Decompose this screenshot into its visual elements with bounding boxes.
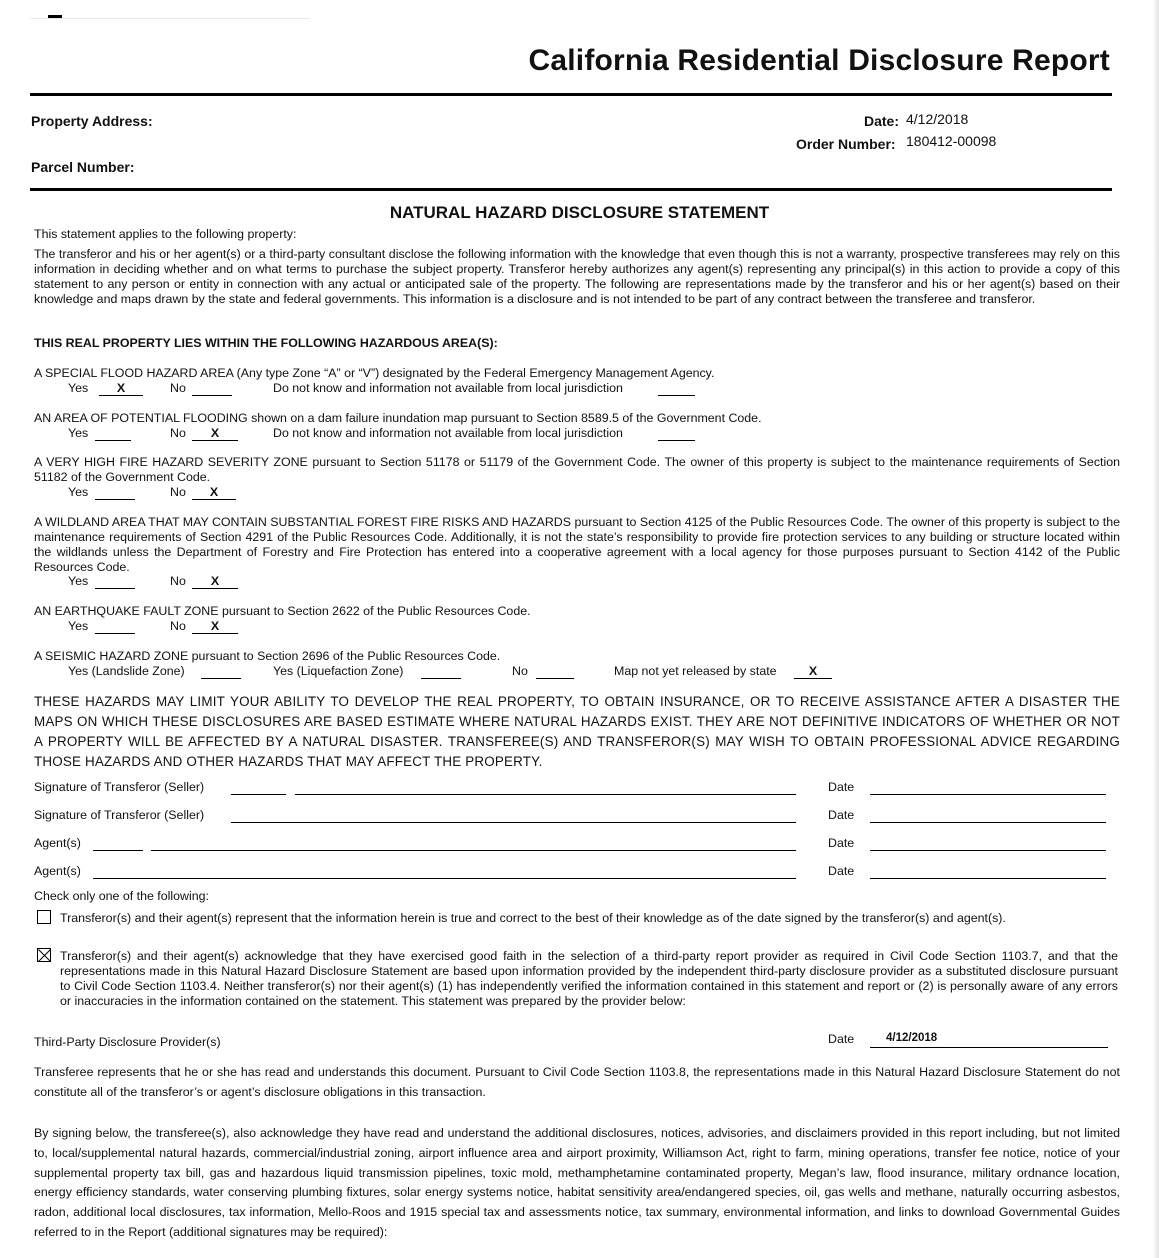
property-address-label: Property Address:: [31, 113, 153, 129]
hazard-wildland-no-field[interactable]: X: [192, 574, 238, 589]
top-faint-rule: [30, 18, 310, 19]
date-value: 4/12/2018: [906, 111, 969, 127]
hazard-flood-dk-field[interactable]: [658, 381, 695, 396]
hazard-fire-no-label: No: [170, 485, 186, 499]
report-title: California Residential Disclosure Report: [528, 44, 1110, 77]
hazard-seismic-landslide-field[interactable]: [201, 664, 241, 679]
hazard-dam-dk-label: Do not know and information not available from local jurisdiction: [273, 426, 623, 440]
hazard-seismic-landslide-label: Yes (Landslide Zone): [68, 664, 185, 678]
hazard-fire-text: A VERY HIGH FIRE HAZARD SEVERITY ZONE pursuant to Section 51178 or 51179 of the Government Code. The owner of this property is subject to the maintenance requirements of Section 51182 of the Government Code.: [34, 455, 1120, 484]
hazard-earthquake-yes-field[interactable]: [95, 619, 135, 634]
parcel-number-label: Parcel Number:: [31, 159, 135, 175]
check-one-label: Check only one of the following:: [34, 889, 209, 903]
hazard-wildland-yes-label: Yes: [68, 574, 89, 588]
hazard-flood-dk-label: Do not know and information not available from local jurisdiction: [273, 381, 623, 395]
hazard-fire-yes-field[interactable]: [95, 485, 135, 500]
provider-date-label: Date: [828, 1032, 855, 1046]
header-rule-bottom: [30, 188, 1112, 191]
signature-seller-1-line[interactable]: [295, 794, 796, 795]
hazard-seismic-map-field[interactable]: X: [794, 664, 832, 679]
signature-seller-2-date-line[interactable]: [870, 822, 1106, 823]
hazards-warning: THESE HAZARDS MAY LIMIT YOUR ABILITY TO DEVELOP THE REAL PROPERTY, TO OBTAIN INSURANCE, OR TO RECEIVE ASSISTANCE AFTER A DISASTER THE MAPS ON WHICH THESE DISCLOSURES ARE BASED ESTIMATE WHERE NATURAL HAZARDS EXIST. THEY ARE NOT DEFINITIVE INDICATORS OF WHETHER OR NOT A PROPERTY WILL BE AFFECTED BY A NATURAL DISASTER. TRANSFEREE(S) AND TRANSFEROR(S) MAY WISH TO OBTAIN PROFESSIONAL ADVICE REGARDING THOSE HAZARDS AND OTHER HAZARDS THAT MAY AFFECT THE PROPERTY.: [34, 694, 1120, 769]
signature-seller-2-date-label: Date: [828, 808, 855, 822]
signature-seller-2-line[interactable]: [231, 822, 796, 823]
hazard-flood-no-field[interactable]: [192, 381, 232, 396]
option-true-correct-text: Transferor(s) and their agent(s) represent that the information herein is true and correct to the best of their knowledge as of the date signed by the transferor(s) and agent(s).: [60, 911, 1006, 925]
signature-seller-1-date-line[interactable]: [870, 794, 1106, 795]
signature-seller-1-initial-line[interactable]: [231, 794, 286, 795]
hazard-wildland-yes-field[interactable]: [95, 574, 135, 589]
option-third-party-checkbox[interactable]: [37, 948, 51, 962]
hazard-earthquake-no-field[interactable]: X: [192, 619, 238, 634]
option-true-correct-checkbox[interactable]: [37, 910, 51, 924]
signature-seller-1-date-label: Date: [828, 780, 855, 794]
hazard-seismic-map-label: Map not yet released by state: [614, 664, 777, 678]
hazard-earthquake-no-label: No: [170, 619, 186, 633]
date-label: Date:: [864, 113, 900, 129]
order-number-label: Order Number:: [796, 136, 896, 152]
hazard-heading: THIS REAL PROPERTY LIES WITHIN THE FOLLOWING HAZARDOUS AREA(S):: [34, 336, 498, 350]
option-third-party-text: Transferor(s) and their agent(s) acknowledge that they have exercised good faith in the selection of a third-party report provider as required in Civil Code Section 1103.7, and that the representations made in this Natural Hazard Disclosure Statement are based upon information provided by the independent third-party disclosure provider as a substituted disclosure pursuant to Civil Code Section 1103.4. Neither transferor(s) nor their agent(s) (1) has independently verified the information contained in this statement and report or (2) is personally aware of any errors or inaccuracies in the information contained on the statement. This statement was prepared by the provider below:: [60, 949, 1118, 1008]
provider-date-line[interactable]: [870, 1047, 1108, 1048]
signature-agent-2-label: Agent(s): [34, 864, 81, 878]
hazard-flood-yes-label: Yes: [68, 381, 89, 395]
provider-date-value: 4/12/2018: [886, 1032, 938, 1044]
hazard-earthquake-yes-label: Yes: [68, 619, 89, 633]
hazard-flood-text: A SPECIAL FLOOD HAZARD AREA (Any type Zone “A” or “V”) designated by the Federal Emergency Management Agency.: [34, 366, 715, 380]
hazard-seismic-liquefaction-label: Yes (Liquefaction Zone): [273, 664, 404, 678]
hazard-dam-no-field[interactable]: X: [192, 426, 238, 441]
signature-agent-1-label: Agent(s): [34, 836, 81, 850]
signature-agent-1-date-line[interactable]: [870, 850, 1106, 851]
statement-title: NATURAL HAZARD DISCLOSURE STATEMENT: [389, 203, 770, 222]
signature-seller-1-label: Signature of Transferor (Seller): [34, 780, 205, 794]
hazard-fire-no-field[interactable]: X: [192, 485, 236, 500]
signature-agent-2-line[interactable]: [93, 878, 796, 879]
header-rule-top: [30, 93, 1112, 96]
hazard-earthquake-text: AN EARTHQUAKE FAULT ZONE pursuant to Section 2622 of the Public Resources Code.: [34, 604, 531, 618]
signature-agent-2-date-label: Date: [828, 864, 855, 878]
hazard-dam-yes-label: Yes: [68, 426, 89, 440]
signature-agent-1-date-label: Date: [828, 836, 855, 850]
hazard-seismic-no-field[interactable]: [536, 664, 574, 679]
intro-paragraph: The transferor and his or her agent(s) or a third-party consultant disclose the following information with the knowledge that even though this is not a warranty, prospective transferees may rely on this information in deciding whether and on what terms to purchase the subject property. Transferor hereby authorizes any agent(s) representing any principal(s) in this action to provide a copy of this statement to any person or entity in connection with any actual or anticipated sale of the property. The following are representations made by the transferor and his or her agent(s) based on their knowledge and maps drawn by the state and federal governments. This information is a disclosure and is not intended to be part of any contract between the transferee and transferor.: [34, 247, 1120, 306]
hazard-flood-yes-field[interactable]: X: [99, 381, 143, 396]
signature-agent-2-date-line[interactable]: [870, 878, 1106, 879]
hazard-flood-no-label: No: [170, 381, 186, 395]
signature-seller-2-label: Signature of Transferor (Seller): [34, 808, 205, 822]
hazard-dam-text: AN AREA OF POTENTIAL FLOODING shown on a dam failure inundation map pursuant to Section 8589.5 of the Government Code.: [34, 411, 762, 425]
hazard-wildland-text: A WILDLAND AREA THAT MAY CONTAIN SUBSTANTIAL FOREST FIRE RISKS AND HAZARDS pursuant to Section 4125 of the Public Resources Code. The owner of this property is subject to the maintenance requirements of Section 4291 of the Public Resources Code. Additionally, it is not the state’s responsibility to provide fire protection services to any building or structure located within the wildlands unless the Department of Forestry and Fire Protection has entered into a cooperative agreement with a local agency for those purposes pursuant to Section 4142 of the Public Resources Code.: [34, 515, 1120, 574]
hazard-wildland-no-label: No: [170, 574, 186, 588]
hazard-seismic-no-label: No: [512, 664, 528, 678]
applies-to-text: This statement applies to the following property:: [34, 227, 297, 241]
signing-paragraph: By signing below, the transferee(s), also acknowledge they have read and understand the additional disclosures, notices, advisories, and disclaimers provided in this report including, but not limited to, local/supplemental natural hazards, commercial/industrial zoning, airport influence area and airport proximity, Williamson Act, right to farm, mining operations, transfer fee notice, notice of your supplemental property tax bill, gas and hazardous liquid transmission pipelines, toxic mold, methamphetamine contaminated property, Megan’s law, flood insurance, military ordnance location, energy efficiency standards, water conserving plumbing fixtures, solar energy systems notice, habitat sensitivity area/endangered species, oil, gas wells and methane, naturally occurring asbestos, radon, additional local disclosures, tax information, Mello-Roos and 1915 special tax and assessments notice, tax summary, environmental information, and links to download Governmental Guides referred to in the Report (additional signatures may be required):: [34, 1126, 1120, 1239]
hazard-seismic-liquefaction-field[interactable]: [421, 664, 461, 679]
signature-agent-1-line[interactable]: [151, 850, 796, 851]
hazard-fire-yes-label: Yes: [68, 485, 89, 499]
hazard-dam-no-label: No: [170, 426, 186, 440]
hazard-dam-yes-field[interactable]: [95, 426, 131, 441]
hazard-seismic-text: A SEISMIC HAZARD ZONE pursuant to Section 2696 of the Public Resources Code.: [34, 649, 501, 663]
provider-label: Third-Party Disclosure Provider(s): [34, 1035, 221, 1049]
page-edge-shadow: [1153, 0, 1159, 1258]
order-number-value: 180412-00098: [906, 133, 997, 149]
transferee-paragraph: Transferee represents that he or she has read and understands this document. Pursuant to Civil Code Section 1103.8, the representations made in this Natural Hazard Disclosure Statement do not constitute all of the transferor’s or agent’s disclosure obligations in this transaction.: [34, 1065, 1120, 1099]
hazard-dam-dk-field[interactable]: [658, 426, 695, 441]
signature-agent-1-initial-line[interactable]: [93, 850, 143, 851]
